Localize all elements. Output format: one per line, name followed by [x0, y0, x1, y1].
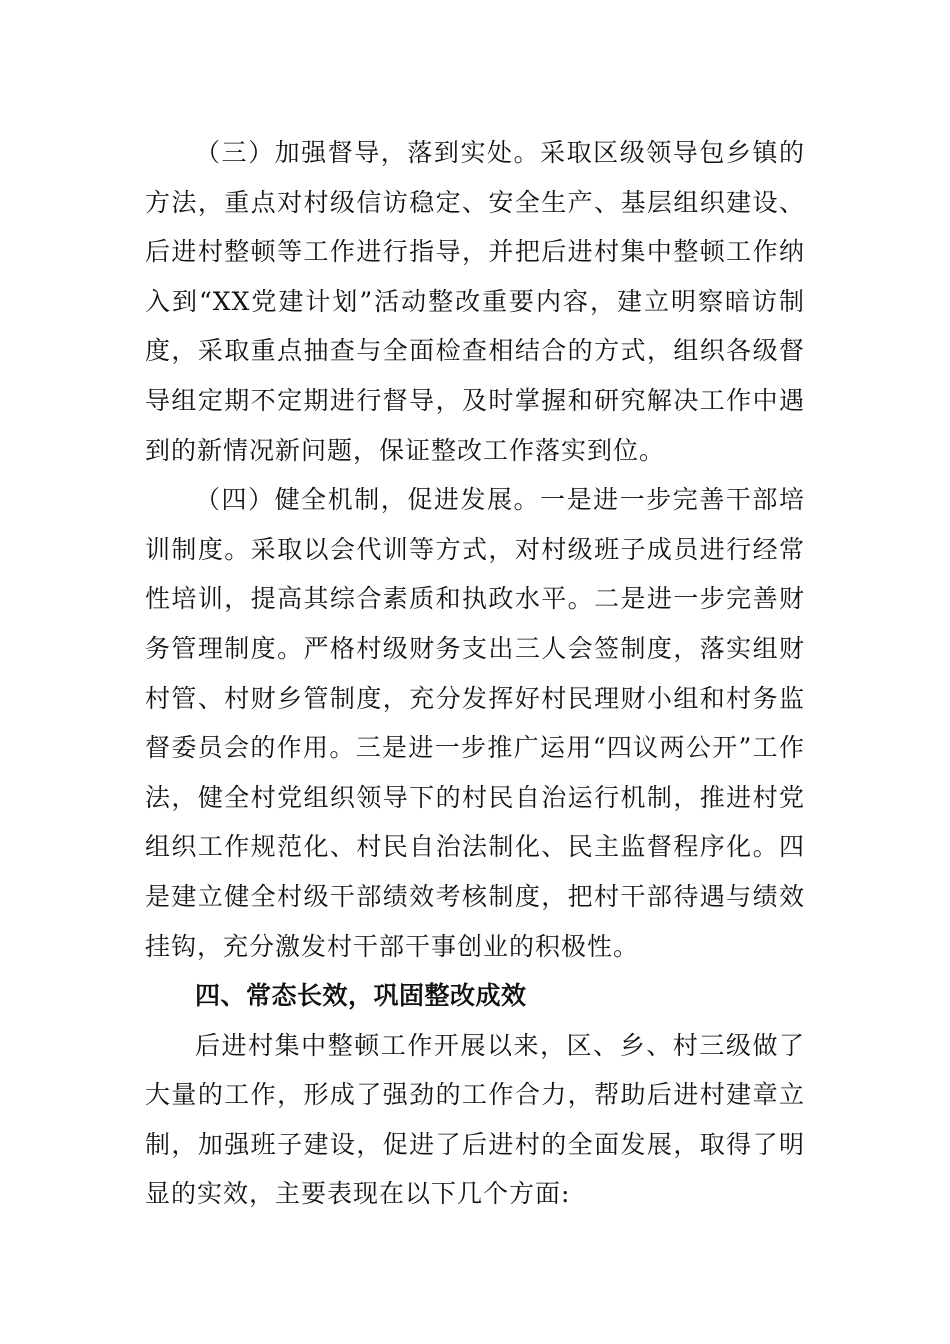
paragraph-lead: （四）健全机制，促进发展。	[195, 485, 541, 515]
paragraph-supervision	[145, 128, 805, 475]
paragraph-mechanism	[145, 475, 805, 971]
paragraph-results-intro: 后进村集中整顿工作开展以来，区、乡、村三级做了大量的工作，形成了强劲的工作合力，帮助后进村建章立制，加强班子建设，促进了后进村的全面发展，取得了明显的实效，主要表现在以下几个方面:	[145, 1030, 805, 1209]
paragraph-text: 一是进一步完善干部培训制度。采取以会代训等方式，对村级班子成员进行经常性培训，提高其综合素质和执政水平。二是进一步完善财务管理制度。严格村级财务支出三人会签制度，落实组财村管、村财乡管制度，充分发挥好村民理财小组和村务监督委员会的作用。三是进一步推广运用“四议两公开”工作法，健全村党组织领导下的村民自治运行机制，推进村党组织工作规范化、村民自治法制化、民主监督程序化。四是建立健全村级干部绩效考核制度，把村干部待遇与绩效挂钩，充分激发村干部干事创业的积极性。	[145, 485, 805, 961]
section-heading: 四、常态长效，巩固整改成效	[195, 981, 527, 1011]
paragraph-lead: （三）加强督导，落到实处。	[195, 138, 541, 167]
paragraph-text: 采取区级领导包乡镇的方法，重点对村级信访稳定、安全生产、基层组织建设、后进村整顿等工作进行指导，并把后进村集中整顿工作纳入到“XX党建计划”活动整改重要内容，建立明察暗访制度，采取重点抽查与全面检查相结合的方式，组织各级督导组定期不定期进行督导，及时掌握和研究解决工作中遇到的新情况新问题，保证整改工作落实到位。	[145, 138, 805, 465]
document-body	[145, 128, 805, 1219]
